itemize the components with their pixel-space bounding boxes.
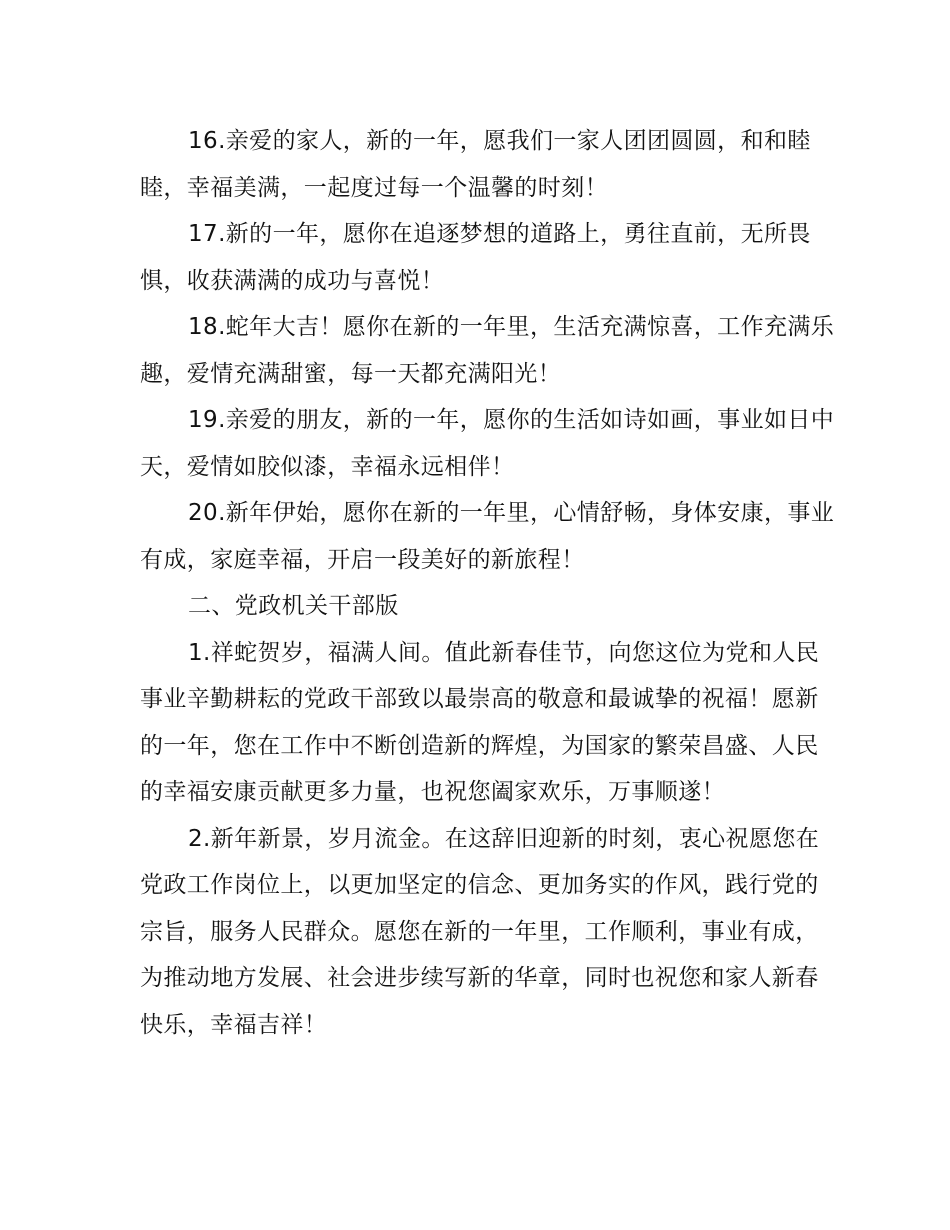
section-paragraph-1: 1.祥蛇贺岁，福满人间。值此新春佳节，向您这位为党和人民事业辛勤耕耘的党政干部致以最崇高的敬意和最诚挚的祝福！愿新的一年，您在工作中不断创造新的辉煌，为国家的繁荣昌盛、人民的幸福安康贡献更多力量，也祝您阖家欢乐，万事顺遂！: [140, 639, 820, 805]
paragraph-17: 17.新的一年，愿你在追逐梦想的道路上，勇往直前，无所畏惧，收获满满的成功与喜悦！: [140, 221, 811, 294]
paragraph-20: 20.新年伊始，愿你在新的一年里，心情舒畅，身体安康，事业有成，家庭幸福，开启一段美好的新旅程！: [140, 500, 835, 573]
paragraph-16: 16.亲爱的家人，新的一年，愿我们一家人团团圆圆，和和睦睦，幸福美满，一起度过每一个温馨的时刻！: [140, 128, 811, 201]
paragraph-19: 19.亲爱的朋友，新的一年，愿你的生活如诗如画，事业如日中天，爱情如胶似漆，幸福永远相伴！: [140, 407, 835, 480]
paragraph-18: 18.蛇年大吉！愿你在新的一年里，生活充满惊喜，工作充满乐趣，爱情充满甜蜜，每一天都充满阳光！: [140, 314, 835, 387]
document-body: [140, 118, 835, 1048]
section-heading: 二、党政机关干部版: [188, 593, 399, 619]
section-paragraph-2: 2.新年新景，岁月流金。在这辞旧迎新的时刻，衷心祝愿您在党政工作岗位上，以更加坚定的信念、更加务实的作风，践行党的宗旨，服务人民群众。愿您在新的一年里，工作顺利，事业有成，为推动地方发展、社会进步续写新的华章，同时也祝您和家人新春快乐，幸福吉祥！: [140, 825, 820, 1038]
